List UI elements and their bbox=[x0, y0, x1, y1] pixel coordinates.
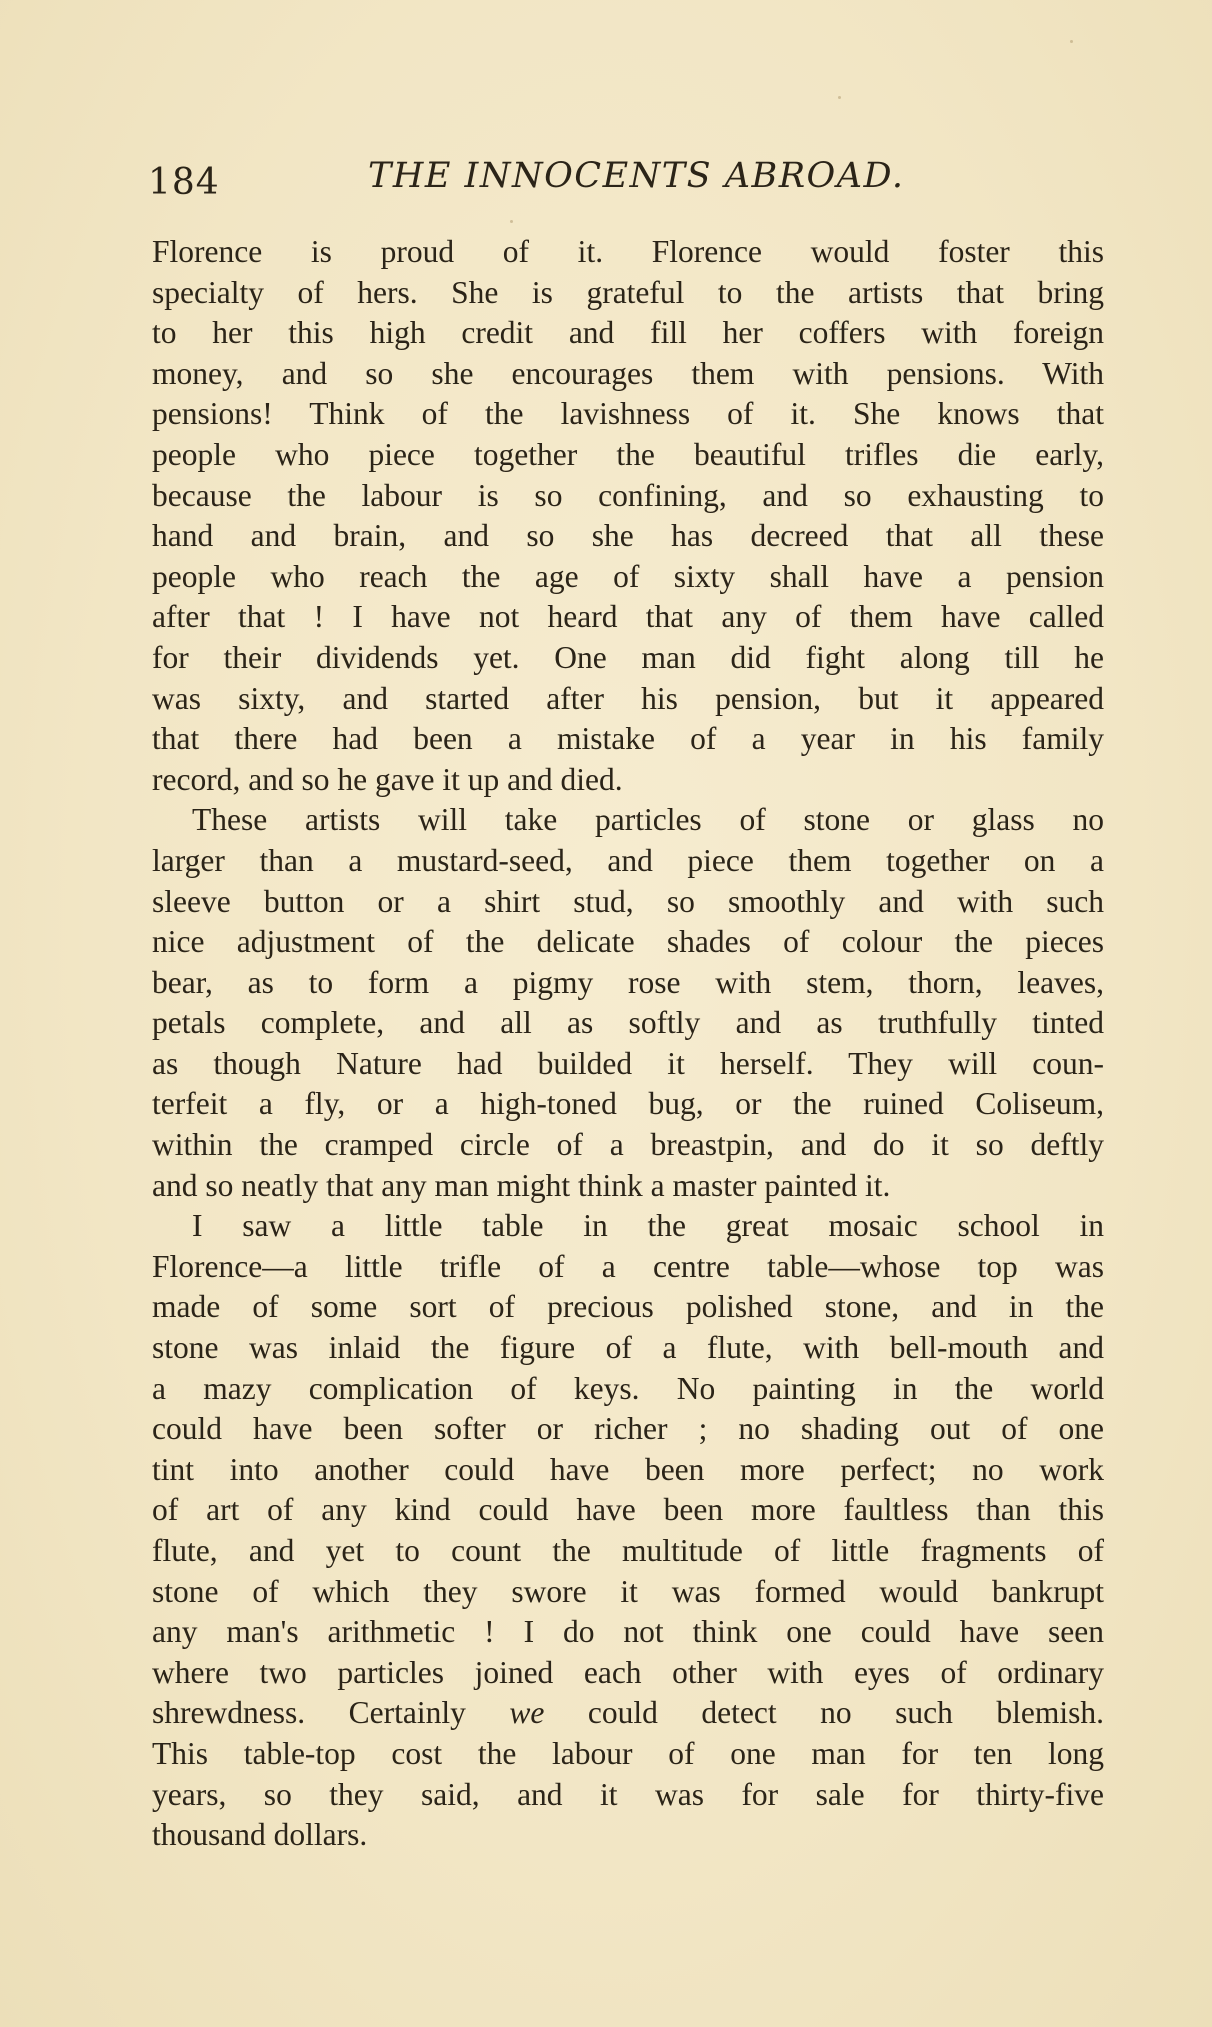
text-line: people who reach the age of sixty shall have a pension bbox=[152, 558, 1104, 594]
text-line: as though Nature had builded it herself. They will coun- bbox=[152, 1045, 1104, 1081]
text-line: money, and so she encourages them with pensions. With bbox=[152, 355, 1104, 391]
text-line: terfeit a fly, or a high-toned bug, or the ruined Coliseum, bbox=[152, 1086, 1104, 1122]
text-line: made of some sort of precious polished stone, and in the bbox=[152, 1289, 1104, 1325]
body-text bbox=[152, 232, 1104, 1856]
text-line: shrewdness. Certainly we could detect no such blemish. bbox=[152, 1695, 1104, 1731]
text-line: larger than a mustard-seed, and piece them together on a bbox=[152, 842, 1104, 878]
text-line: specialty of hers. She is grateful to the artists that bring bbox=[152, 274, 1104, 310]
text-line: years, so they said, and it was for sale for thirty-five bbox=[152, 1776, 1104, 1812]
text-line: of art of any kind could have been more faultless than this bbox=[152, 1492, 1104, 1528]
text-line: any man's arithmetic ! I do not think one could have seen bbox=[152, 1614, 1104, 1650]
text-line: Florence is proud of it. Florence would foster this bbox=[152, 234, 1104, 269]
text-line: to her this high credit and fill her coffers with foreign bbox=[152, 315, 1104, 351]
paper-speck bbox=[510, 220, 513, 223]
text-line: that there had been a mistake of a year in his family bbox=[152, 721, 1104, 757]
text-line: thousand dollars. bbox=[152, 1817, 368, 1853]
text-line: where two particles joined each other with eyes of ordinary bbox=[152, 1654, 1104, 1690]
text-line: could have been softer or richer ; no shading out of one bbox=[152, 1411, 1104, 1447]
text-line: tint into another could have been more perfect; no work bbox=[152, 1451, 1104, 1487]
page-header bbox=[148, 148, 1108, 208]
paragraph bbox=[152, 800, 1104, 1206]
text-line: bear, as to form a pigmy rose with stem, thorn, leaves, bbox=[152, 964, 1104, 1000]
text-line: record, and so he gave it up and died. bbox=[152, 761, 623, 797]
text-line: petals complete, and all as softly and as truthfully tinted bbox=[152, 1005, 1104, 1041]
text-line: Florence—a little trifle of a centre table—whose top was bbox=[152, 1248, 1104, 1284]
running-head-title: THE INNOCENTS ABROAD. bbox=[368, 156, 905, 196]
text-line: hand and brain, and so she has decreed that all these bbox=[152, 518, 1104, 554]
text-line: This table-top cost the labour of one man for ten long bbox=[152, 1735, 1104, 1771]
paper-speck bbox=[1070, 40, 1073, 43]
text-line: stone of which they swore it was formed would bankrupt bbox=[152, 1573, 1104, 1609]
paragraph bbox=[152, 1206, 1104, 1856]
text-line: for their dividends yet. One man did fight along till he bbox=[152, 639, 1104, 675]
text-line: people who piece together the beautiful trifles die early, bbox=[152, 436, 1104, 472]
text-line: and so neatly that any man might think a master painted it. bbox=[152, 1167, 891, 1203]
text-line: stone was inlaid the figure of a flute, with bell-mouth and bbox=[152, 1330, 1104, 1366]
text-line: pensions! Think of the lavishness of it. She knows that bbox=[152, 396, 1104, 432]
paper-speck bbox=[838, 96, 841, 99]
text-line: within the cramped circle of a breastpin, and do it so deftly bbox=[152, 1127, 1104, 1163]
text-line: a mazy complication of keys. No painting in the world bbox=[152, 1370, 1104, 1406]
text-line: These artists will take particles of stone or glass no bbox=[192, 802, 1104, 838]
text-line: was sixty, and started after his pension, but it appeared bbox=[152, 680, 1104, 716]
page-number: 184 bbox=[148, 162, 220, 203]
text-line: after that ! I have not heard that any of them have called bbox=[152, 599, 1104, 635]
text-line: I saw a little table in the great mosaic school in bbox=[192, 1208, 1104, 1244]
text-line: nice adjustment of the delicate shades of colour the pieces bbox=[152, 924, 1104, 960]
text-line: flute, and yet to count the multitude of little fragments of bbox=[152, 1533, 1104, 1568]
text-line: sleeve button or a shirt stud, so smoothly and with such bbox=[152, 883, 1104, 919]
text-line: because the labour is so confining, and so exhausting to bbox=[152, 477, 1104, 513]
paragraph bbox=[152, 232, 1104, 800]
